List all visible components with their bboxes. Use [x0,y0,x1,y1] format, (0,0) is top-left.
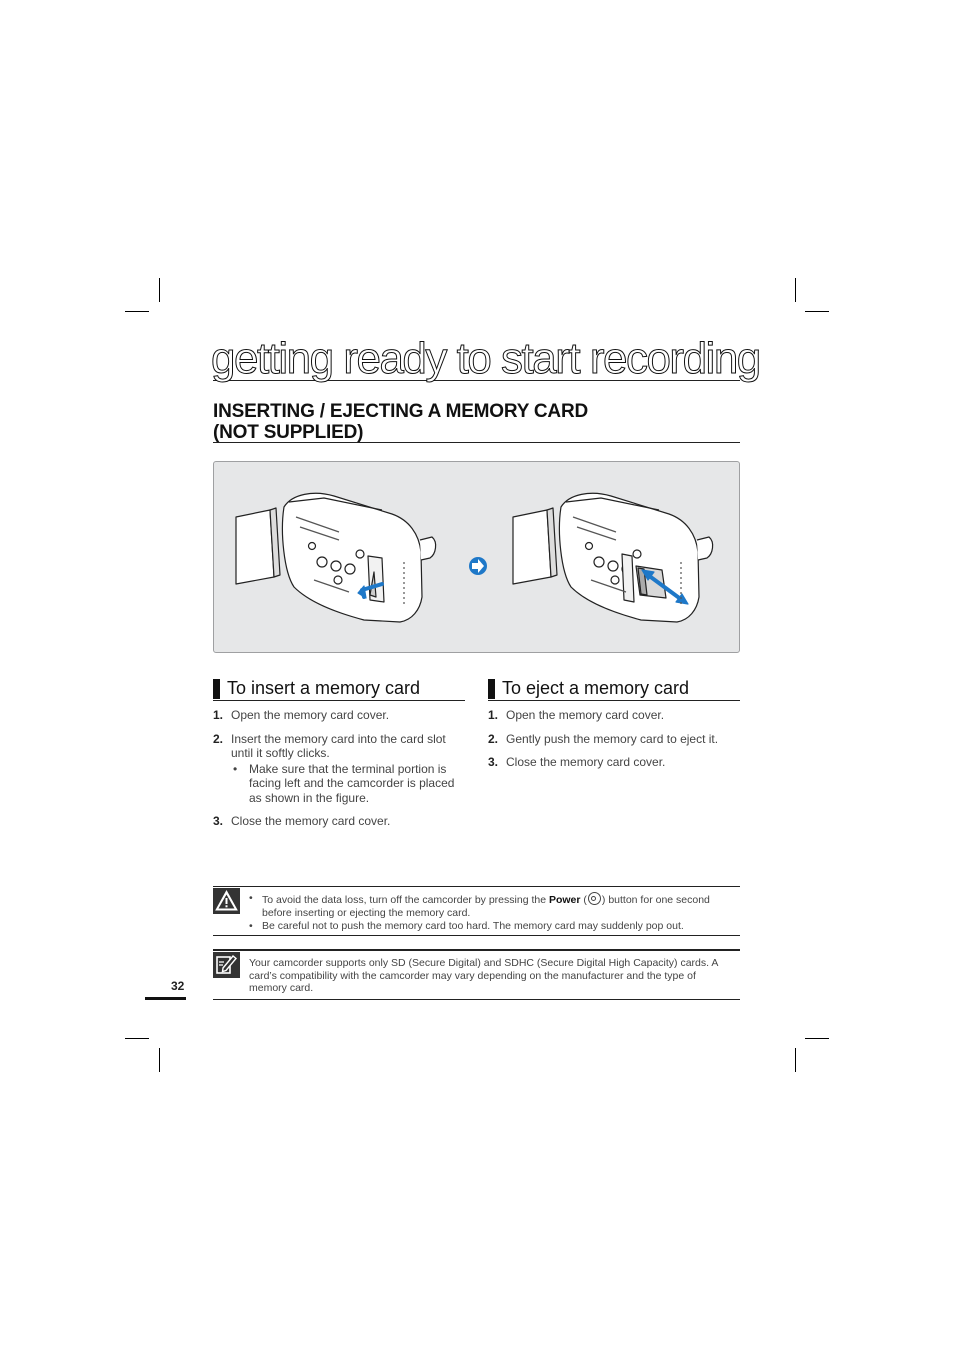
step-text: Open the memory card cover. [231,708,390,722]
crop-mark [795,278,796,302]
caution-b2: Be careful not to push the memory card too hard. The memory card may suddenly pop out. [262,920,684,933]
note-text: Your camcorder supports only SD (Secure Digital) and SDHC (Secure Digital High Capacity) cards. A card’s compatibility with the camcorder may vary depending on the manufacturer and the type of memory card. [249,957,718,995]
note-rule [213,949,740,951]
step-number: 3. [213,814,224,828]
step-number: 2. [213,731,224,746]
crop-mark [159,278,160,302]
insert-step [213,732,469,806]
crop-mark [125,311,149,312]
page-number: 32 [171,979,185,993]
camcorder-eject-illustration [513,493,713,622]
bullet-dot: • [249,920,253,933]
crop-mark [805,311,829,312]
crop-mark [795,1048,796,1072]
step-number: 2. [488,731,499,746]
caution-bullet [249,920,734,933]
section-heading-line2: (NOT SUPPLIED) [213,422,364,443]
eject-step [488,755,744,770]
chapter-title-text: getting ready to start recording [211,334,760,383]
page-number-rule [145,997,186,1000]
power-label: Power [548,894,581,906]
step-text: Gently push the memory card to eject it. [506,731,719,746]
caution-bullet: • To avoid the data loss, turn off the camcorder by pressing the Power ( ) button for one second before inserting or ejecting the memory card. [249,892,710,919]
warning-icon [213,888,240,914]
section-heading-line1: INSERTING / EJECTING A MEMORY CARD [213,401,588,422]
camcorder-illustration [214,462,739,652]
crop-mark [159,1048,160,1072]
insert-step [213,708,469,723]
section-heading [213,401,740,443]
subheading-bar [488,679,495,699]
step-text: Insert the memory card into the card slot until it softly clicks. [231,731,446,760]
eject-title: To eject a memory card [502,678,690,698]
insert-steps [213,708,469,838]
note-rule [213,886,740,887]
step-number: 1. [488,708,499,722]
note-pencil-icon [213,952,240,978]
step-text: Open the memory card cover. [506,708,665,722]
caution-b1-pre: To avoid the data loss, turn off the camcorder by pressing the [262,894,549,906]
caution-note [213,886,740,938]
crop-mark [125,1038,149,1039]
bullet-dot: • [233,761,238,776]
caution-b1-post: button for one second before inserting or ejecting the memory card. [262,894,710,919]
eject-step [488,708,744,723]
bullet-dot: • [249,892,253,904]
step-bullet [231,762,469,806]
camcorder-insert-illustration [236,493,436,622]
step-number: 1. [213,708,224,722]
info-note [213,949,740,1003]
note-rule [213,935,740,936]
insert-subheading [213,678,465,701]
subheading-bar [213,679,220,699]
insert-step [213,814,469,829]
eject-step [488,732,744,747]
step-number: 3. [488,755,499,769]
chapter-title [211,334,760,383]
note-rule [213,999,740,1000]
eject-steps [488,708,744,779]
crop-mark [805,1038,829,1039]
arrow-right-icon [469,557,487,575]
power-icon [588,892,601,905]
caution-text [249,892,734,933]
bullet-text: Make sure that the terminal portion is facing left and the camcorder is placed as shown in the figure. [249,761,455,805]
step-text: Close the memory card cover. [231,814,391,828]
insert-title: To insert a memory card [227,678,421,698]
camcorder-illustration-panel [213,461,740,653]
eject-subheading [488,678,740,701]
step-text: Close the memory card cover. [506,755,666,769]
